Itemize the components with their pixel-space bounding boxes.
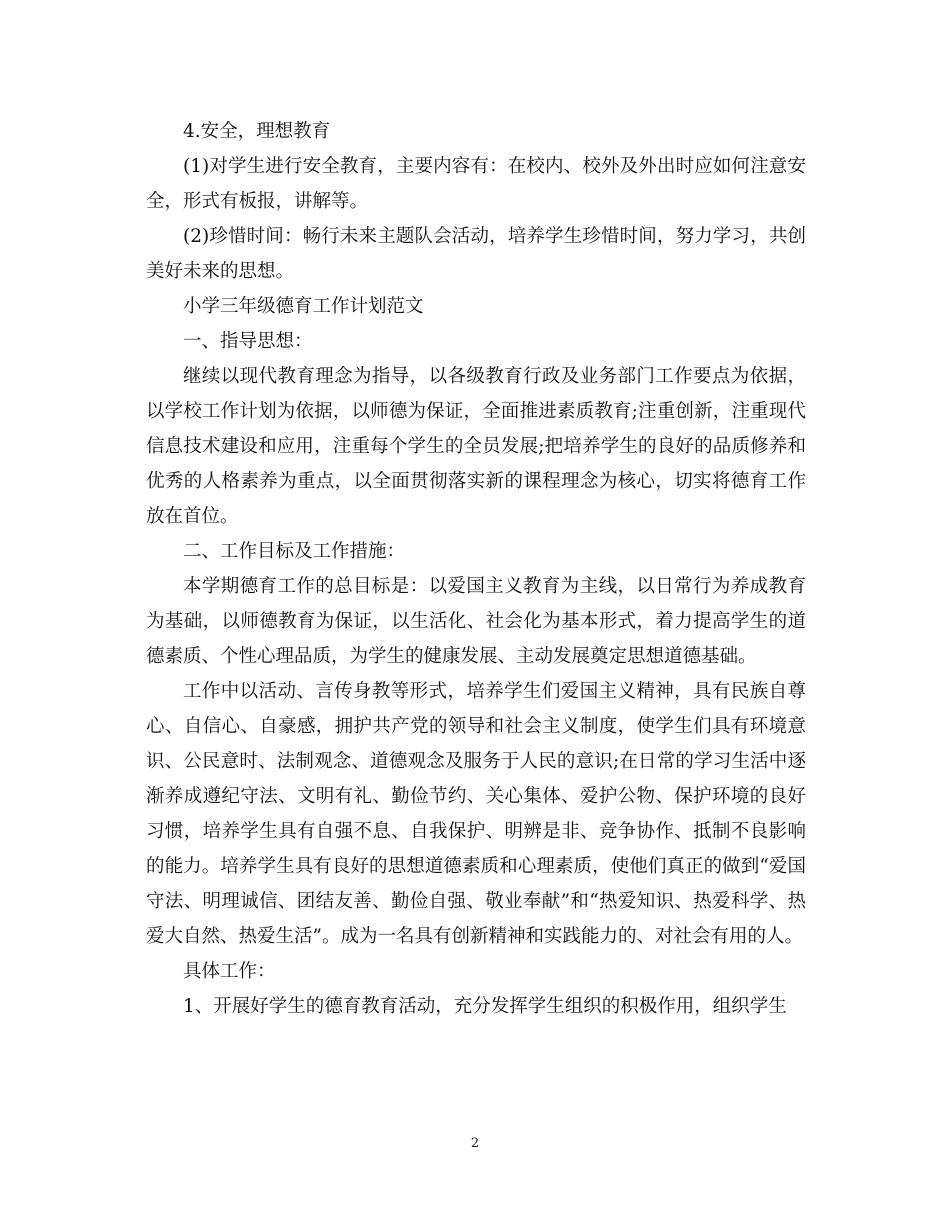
section-heading-guiding-ideology: 一、指导思想： <box>183 331 313 352</box>
paragraph-safety-education: (1)对学生进行安全教育，主要内容有：在校内、校外及外出时应如何注意安全，形式有板报，讲解等。 <box>146 156 806 212</box>
paragraph-work-activities: 工作中以活动、言传身教等形式，培养学生们爱国主义精神，具有民族自尊心、自信心、自豪感，拥护共产党的领导和社会主义制度，使学生们具有环境意识、公民意时、法制观念、道德观念及服务于人民的意识;在日常的学习生活中逐渐养成遵纪守法、文明有礼、勤俭节约、关心集体、爱护公物、保护环境的良好习惯，培养学生具有自强不息、自我保护、明辨是非、竞争协作、抵制不良影响的能力。培养学生具有良好的思想道德素质和心理素质，使他们真正的做到“爱国守法、明理诚信、团结友善、勤俭自强、敬业奉献”和“热爱知识、热爱科学、热爱大自然、热爱生活”。成为一名具有创新精神和实践能力的、对社会有用的人。 <box>146 681 806 947</box>
paragraph-cherish-time: (2)珍惜时间：畅行未来主题队会活动，培养学生珍惜时间，努力学习，共创美好未来的思想。 <box>146 226 806 282</box>
paragraph-guiding-ideology: 继续以现代教育理念为指导，以各级教育行政及业务部门工作要点为依据，以学校工作计划为依据，以师德为保证，全面推进素质教育;注重创新，注重现代信息技术建设和应用，注重每个学生的全员发展;把培养学生的良好的品质修养和优秀的人格素养为重点，以全面贯彻落实新的课程理念为核心，切实将德育工作放在首位。 <box>146 366 806 527</box>
section-heading-safety: 4.安全，理想教育 <box>183 121 331 142</box>
paragraph-overall-goal: 本学期德育工作的总目标是：以爱国主义教育为主线，以日常行为养成教育为基础，以师德教育为保证，以生活化、社会化为基本形式，着力提高学生的道德素质、个性心理品质，为学生的健康发展、主动发展奠定思想道德基础。 <box>146 576 806 667</box>
page-number: 2 <box>470 1136 480 1151</box>
document-body <box>146 114 806 1024</box>
section-heading-goals-measures: 二、工作目标及工作措施： <box>183 541 406 562</box>
document-title: 小学三年级德育工作计划范文 <box>183 296 424 317</box>
paragraph-specific-item-1: 1、开展好学生的德育教育活动，充分发挥学生组织的积极作用，组织学生 <box>183 996 787 1017</box>
section-heading-specific-work: 具体工作： <box>183 961 276 982</box>
